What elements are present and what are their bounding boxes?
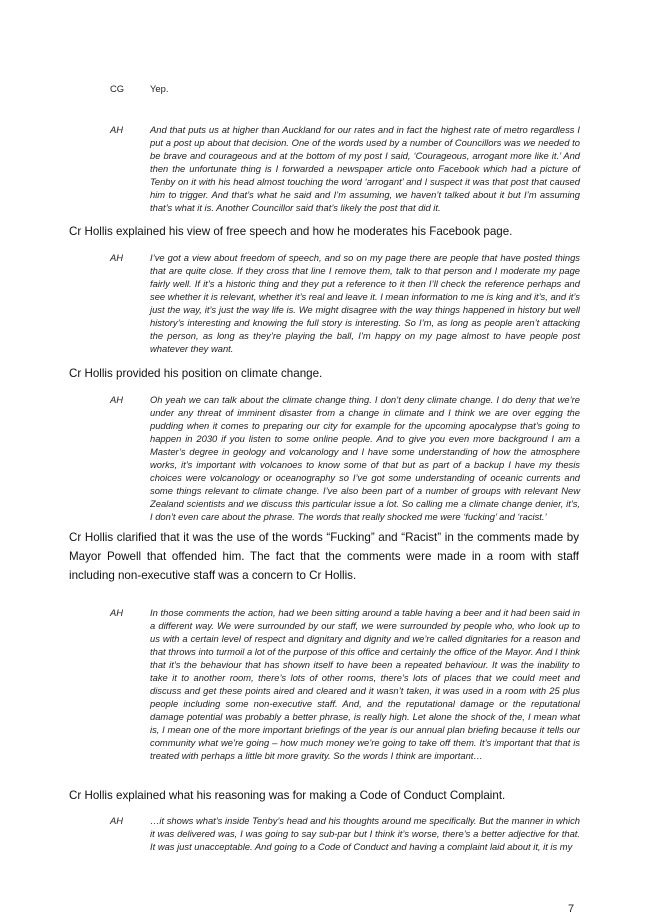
transcript-exchange <box>110 82 580 95</box>
speaker-label: AH <box>110 252 124 263</box>
narrative-paragraph: Cr Hollis explained what his reasoning was for making a Code of Conduct Complaint. <box>69 789 506 802</box>
transcript-exchange <box>110 814 580 853</box>
speaker-label: CG <box>110 83 125 94</box>
page-number: 7 <box>568 903 575 915</box>
speech-text: I’ve got a view about freedom of speech, and so on my page there are people that have posted things that are quite close. If they cross that line I remove them, talk to that person and I moderate my page fairly well. If it’s a historic thing and they put a reference to it then I’ll check the reference perhaps and see whether it is relevant, whether it’s real and leave it. I mean information to me is king and it’s, and it’s just the way, it’s just the way life is. We might disagree with the way things happened in history but well history’s interesting and knowing the full story is interesting. So I’m, as long as people aren’t attacking the person, as long as they’re playing the ball, I’m happy on my page almost to have people post whatever they want. <box>150 252 580 354</box>
transcript-exchange <box>110 606 580 762</box>
narrative-paragraph: Cr Hollis clarified that it was the use of the words “Fucking” and “Racist” in the comments made by Mayor Powell that offended him. The fact that the comments were made in a room with staff including non-executive staff was a concern to Cr Hollis. <box>69 531 579 582</box>
narrative-paragraph: Cr Hollis explained his view of free speech and how he moderates his Facebook page. <box>69 225 513 238</box>
speaker-label: AH <box>110 815 124 826</box>
transcript-exchange <box>110 393 580 523</box>
speech-text: And that puts us at higher than Auckland for our rates and in fact the highest rate of metro regardless I put a post up about that decision. One of the words used by a number of Councillors was we needed to be brave and courageous and at the bottom of my post I said, ‘Courageous, arrogant more like it.’ And then the unfortunate thing is I forwarded a newspaper article onto Facebook which had a picture of Tenby on it with his head almost touching the word ‘arrogant’ and I suspect it was that post that caused him to trigger. And that’s what he said and I’m assuming, we haven’t talked about it but I’m assuming that’s what it is. Another Councillor said that’s likely the post that did it. <box>150 124 580 213</box>
speaker-label: AH <box>110 607 124 618</box>
speaker-label: AH <box>110 124 124 135</box>
transcript-exchange <box>110 123 580 214</box>
speech-text: Oh yeah we can talk about the climate change thing. I don’t deny climate change. I do deny that we’re under any threat of imminent disaster from a change in climate and I think we are over egging the pudding when it comes to preparing our city for example for the upcoming apocalypse that’s going to happen in 2030 if you listen to some online people. And to give you even more background I am a Master’s degree in geology and volcanology and I have some understanding of how the atmosphere works, it’s important with volcanoes to know some of that but as part of a backup I have my thesis choices were volcanology or oceanography so I’ve got some understanding of oceanic currents and some things relevant to climate change. I’ve also been part of a number of groups with relevant New Zealand scientists and we discuss this particular issue a lot. So calling me a climate change denier, it’s, I don’t even care about the phrase. The words that really shocked me were ‘fucking’ and ‘racist.’ <box>150 394 580 522</box>
speech-text: …it shows what’s inside Tenby’s head and his thoughts around me specifically. But the manner in which it was delivered was, I was going to say sub-par but I think it’s worse, there’s a better adjective for that. It was just unacceptable. And going to a Code of Conduct and having a complaint laid about it, it is my <box>150 815 580 852</box>
narrative-paragraph: Cr Hollis provided his position on climate change. <box>69 367 323 380</box>
speaker-label: AH <box>110 394 124 405</box>
speech-text: In those comments the action, had we been sitting around a table having a beer and it had been said in a different way. We were surrounded by our staff, we were surrounded by people who, who look up to us with a certain level of respect and dignitary and dignity and we’re called dignitaries for a reason and that throws into turmoil a lot of the purpose of this office and certainly the office of the Mayor. And I think that it’s the behaviour that has shown itself to have been a repeated behaviour. It was the inability to take it to another room, there’s lots of other rooms, there’s lots of places that we could meet and discuss and get these points aired and cleared and it wasn’t taken, it was used in a room with 25 plus people including some non-executive staff. And, and the reputational damage or the reputational damage potential was probably a better phrase, is really high. Let alone the shock of the, I mean what is, I mean one of the more important briefings of the year is our annual plan briefing because it tells our community what we’re going – how much money we’re going to take off them. It’s important that that is treated with perhaps a little bit more gravity. So the words I think are important… <box>150 607 580 761</box>
speech-text: Yep. <box>150 83 169 94</box>
transcript-exchange <box>110 251 580 355</box>
